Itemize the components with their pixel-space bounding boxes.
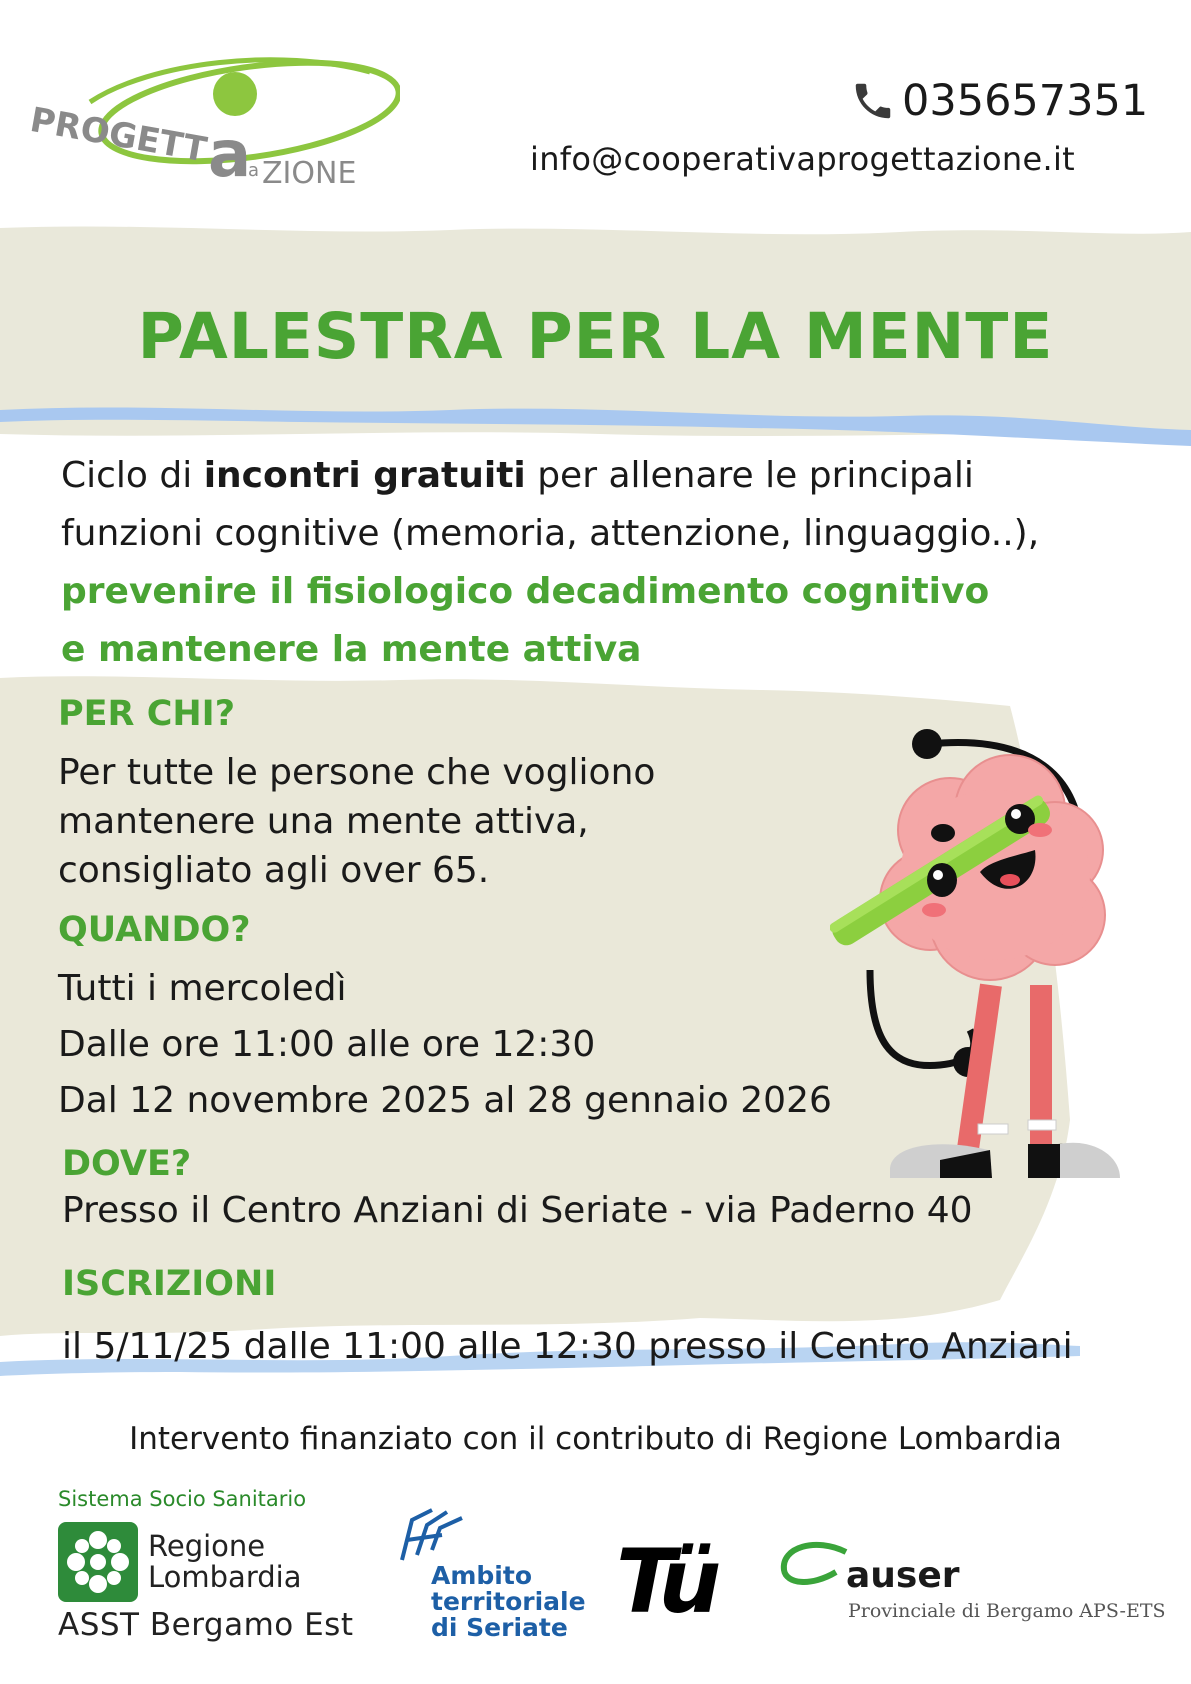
sistema-socio-sanitario-label: Sistema Socio Sanitario xyxy=(58,1487,307,1511)
auser-swoosh-icon xyxy=(776,1532,856,1592)
asst-name: ASST Bergamo Est xyxy=(58,1607,354,1643)
intro-text: Ciclo di xyxy=(61,455,204,496)
ambito-line: di Seriate xyxy=(431,1613,568,1642)
tu-logo: Tü xyxy=(616,1530,716,1633)
regione-lombardia-rose-icon xyxy=(58,1522,138,1602)
quando-heading: QUANDO? xyxy=(58,910,251,950)
regione-lombardia-name xyxy=(148,1531,301,1593)
logo-text-start: PROGETT xyxy=(27,100,210,171)
per-chi-line: consigliato agli over 65. xyxy=(58,850,490,891)
page-title: PALESTRA PER LA MENTE xyxy=(137,300,1054,373)
phone-number[interactable]: 035657351 xyxy=(902,76,1149,126)
intro-text: per allenare le principali xyxy=(525,455,974,496)
dove-heading: DOVE? xyxy=(62,1144,192,1184)
ambito-logo-icon xyxy=(392,1490,472,1570)
per-chi-heading: PER CHI? xyxy=(58,694,235,734)
quando-line: Dalle ore 11:00 alle ore 12:30 xyxy=(58,1024,596,1065)
auser-name: auser xyxy=(846,1555,960,1596)
per-chi-line: mantenere una mente attiva, xyxy=(58,801,589,842)
regione-line: Regione xyxy=(148,1529,266,1563)
ambito-line: territoriale xyxy=(431,1587,586,1616)
iscrizioni-text: il 5/11/25 dalle 11:00 alle 12:30 presso il Centro Anziani xyxy=(62,1326,1073,1367)
funding-note: Intervento finanziato con il contributo di Regione Lombardia xyxy=(129,1421,1062,1457)
ambito-territoriale-name xyxy=(431,1563,586,1641)
ambito-line: Ambito xyxy=(431,1561,532,1590)
quando-line: Tutti i mercoledì xyxy=(58,968,347,1009)
per-chi-text xyxy=(58,748,655,895)
logo-text-end: ZIONE xyxy=(262,156,357,191)
intro-line-2: funzioni cognitive (memoria, attenzione, linguaggio..), xyxy=(61,513,1040,554)
quando-line: Dal 12 novembre 2025 al 28 gennaio 2026 xyxy=(58,1080,832,1121)
dove-text: Presso il Centro Anziani di Seriate - via Paderno 40 xyxy=(62,1190,973,1231)
auser-subtitle: Provinciale di Bergamo APS-ETS xyxy=(848,1600,1166,1622)
logo-text-a: a xyxy=(208,118,252,192)
email-address[interactable]: info@cooperativaprogettazione.it xyxy=(530,140,1076,178)
brain-mascot-illustration xyxy=(830,720,1130,1190)
intro-bold-text: incontri gratuiti xyxy=(203,455,526,496)
logo-text-small-a: a xyxy=(248,160,260,181)
intro-line-4: e mantenere la mente attiva xyxy=(61,629,642,670)
intro-line-3: prevenire il fisiologico decadimento cognitivo xyxy=(61,571,990,612)
per-chi-line: Per tutte le persone che vogliono xyxy=(58,752,656,793)
regione-line: Lombardia xyxy=(148,1560,302,1594)
phone-icon xyxy=(850,76,896,126)
intro-paragraph xyxy=(61,447,1141,679)
intro-line-1 xyxy=(61,447,1141,505)
iscrizioni-heading: ISCRIZIONI xyxy=(62,1264,277,1304)
quando-text xyxy=(58,961,832,1129)
